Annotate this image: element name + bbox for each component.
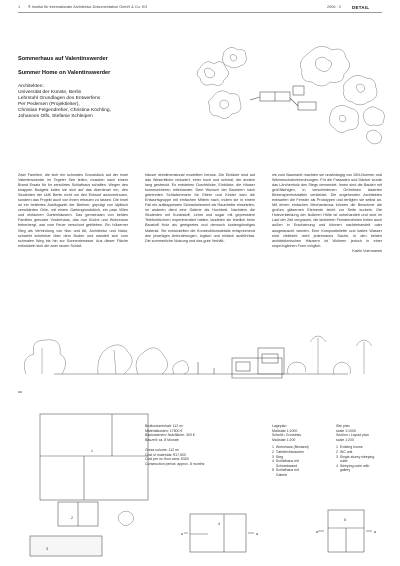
plan-label: 5 xyxy=(344,518,346,522)
fact-line: Construction period: approx. 8 months xyxy=(145,461,205,466)
fact-line: Cost of materials: €17,500 xyxy=(145,452,186,457)
legend-item: 2 WC unit xyxy=(336,449,353,454)
legend-item: 4 Sleeping cube with xyxy=(336,463,370,468)
article-title-de: Sommerhaus auf Valentinswerder xyxy=(18,56,108,62)
section-marker: a xyxy=(256,532,258,536)
section-marker: a xyxy=(181,532,183,536)
credits-line: Architekten: xyxy=(18,84,44,89)
facts-de xyxy=(145,424,195,442)
legend-item: gallery xyxy=(336,468,351,473)
credits-line: Universität der Künste, Berlin xyxy=(18,90,82,96)
legend-line: Schnitt • Grundriss xyxy=(272,433,302,438)
credits-line: Per Pedersen (Projektleiter), xyxy=(18,102,80,108)
legend-line: Section • Layout plan xyxy=(336,433,369,438)
credits-line: Christian Felgendreher, Christina Köchling, xyxy=(18,108,111,114)
body-column-2 xyxy=(145,173,255,244)
legend-line: Maßstab 1:200 xyxy=(272,437,296,442)
facts-en xyxy=(145,448,204,466)
plan-label: 2 xyxy=(71,516,73,520)
copyright-line: ® Institut für internationale Architektur-Dokumentation GmbH & Co. KG xyxy=(28,5,148,9)
article-author: Katrin Voermanek xyxy=(352,248,382,253)
body-column-1 xyxy=(18,173,128,249)
legend-line: Lageplan xyxy=(272,424,287,428)
legend-item: 4 Schlafhaus mit xyxy=(272,459,299,464)
fact-line: Materialkosten: 17500 € xyxy=(145,428,183,433)
header-rule xyxy=(18,12,382,13)
legend-item: 2 Toilettenhäuschen xyxy=(272,449,305,454)
legend-line: Site plan xyxy=(336,424,350,428)
fact-line: Bruttorauminhalt: 112 m³ xyxy=(145,424,184,428)
legend-item: 1 Wohnhaus (Bestand) xyxy=(272,445,309,450)
legend-item: Galerie xyxy=(272,472,288,477)
section-drawing xyxy=(18,308,388,388)
fact-line: Baukosten/m² Nutzfläche: 300 € xyxy=(145,433,195,438)
plan-label: 3 xyxy=(46,547,48,551)
section-marker: a xyxy=(374,530,376,534)
fact-line: Gross volume: 112 m³ xyxy=(145,448,180,452)
section-marker: a xyxy=(316,530,318,534)
body-paragraph: Zwei Familien, die sich ein schmales Grundstück auf der Insel Valentinswerder im Tegeler See teilen, mussten nach einem Brand Ersatz für ihr zerstörtes Schlafhaus schaffen. Wegen des knappen Budgets luden sie sich auf das Abenteuer ein, den Studenten der UdK Berlin nicht nur den Entwurf anzuvertrauen, sondern das Projekt auch von ihnen erbauen zu lassen. Die Insel ist ein beliebtes Ausflugsziel der Berliner, geprägt von idyllisch verwilderten Grün, mit einem Gartengrundstück, ein paar Villen und einfachen Gartenhäusern. Das gemeinsam von beiden Familien genutzte Vorderhaus, das nun Küche und Wohnraum beherbergt, war vom Feuer verschont geblieben. Ein hölzerner Steg als Verbindung von Neu und Alt, Architektur und Natur, schwebt scheinbar über dem Boden und wandelt sich vom schmalen Weg bis hin zur Sonnenterrasse. Aus dieser Fläche entwickeln sich die zwei neuen Schlaf- xyxy=(18,173,128,248)
site-buildings xyxy=(250,86,316,110)
legend-item: 1 Existing house xyxy=(336,445,363,450)
legend-item: 5 Schlafhaus mit xyxy=(272,468,299,473)
article-title-en: Summer Home on Valentinswerder xyxy=(18,70,111,76)
tree-canopies xyxy=(197,46,384,144)
issue-label: 2006 ∙ 3 xyxy=(327,5,341,9)
jetty-outline xyxy=(30,536,102,556)
legend-line: scale 1:1000 xyxy=(336,428,356,433)
legend-line: scale 1:200 xyxy=(336,437,354,442)
existing-house-outline xyxy=(40,414,148,500)
legend-de xyxy=(272,424,309,478)
credits-line: Johannes Olfs, Stefanie Schleipen xyxy=(18,114,93,120)
site-plan-drawing xyxy=(190,40,390,150)
legend-item: Schrankwand xyxy=(272,463,298,468)
sleeping-cube-plans xyxy=(184,504,374,564)
fact-line: Bauzeit: ca. 8 Monate xyxy=(145,437,179,442)
detail-logo: DETAIL xyxy=(352,4,370,10)
legend-item: 3 Single-storey sleeping xyxy=(336,454,375,459)
body-column-3 xyxy=(272,173,382,254)
floor-plan-drawing xyxy=(30,410,155,562)
cube-4-outline xyxy=(190,514,246,552)
legend-item: cube xyxy=(336,459,348,464)
plan-label: 1 xyxy=(91,449,93,453)
legend-item: 3 Steg xyxy=(272,454,284,459)
legend-line: Maßstab 1:1000 xyxy=(272,428,298,433)
section-label: aa xyxy=(18,390,22,394)
credits-line: Lehrstuhl Grundlagen des Entwerfens xyxy=(18,96,101,102)
legend-en xyxy=(336,424,374,473)
plan-label: 4 xyxy=(218,522,220,526)
body-paragraph: nis zum Baumarkt machten sie unabhängig von DIN-Normen und Wärmeschutzverordnungen. Für die Fassaden und Dächer wurde das Lärchenholz des Stegs verwendet. Innen sind die Bauten mit großflächigen, in verschiedenen Grüntönen lasierten Birkensperrholztafeln verkleidet. Die angehenden Architekten entwarfen die Fenster als Prototypen und fertigten sie selbst an. Mit einem einfachen Mechanismus können die Bewohner die großen gläsernen Elemente leicht zur Seite kurbeln. Die Holzverkleidung der äußeren Hölle ist unbehandelt und wird im Lauf der Zeit vergrauen, die lackierten Fensterrahmen treten auch außen in Erscheinung und können nachbehandelt oder ausgetauscht werden. Eine Komposttoilette und kaltes Wasser sind vielleicht nicht jedermanns Sache, in den beiden architektonischen Häusern ist Wohnen jedoch in einer ursprünglichen Form möglich. xyxy=(272,173,382,248)
body-paragraph: häuser dreidimensional modelliert heraus. Die Einläufe sind auf das Wesentliche reduziert, einer hoch und schmal, der andere lang gestreckt. Es entstehen Durchblicke, Einblicke, die Häuser kommunizieren miteinander. Dem Wunsch der Bauherrn nach getrennten Schlafzimmern für Eltern und Kinder kam die Entwurfsgruppe mit einfachen Mitteln nach, indem sie in einem Fall ein aufklappbares Schrankelement als Raumteiler einsetzten, im anderen dient eine Galerie als Hochbett. Nachdem die Studenten mit Kunststoff, Lehm und sogar mit gepresstem Telefonbüchern experimentiert hatten, landeten sie letztlich beim Baustoff Holz als geeignetes und dennoch kostengünstiges Material. Sie entwickelten die Konstruktionsdetails entsprechend den jeweiligen Anforderungen, logisch und einfach ausführbar. Die sommerliche Nutzung und das gute Verhält- xyxy=(145,173,255,243)
architect-credits xyxy=(18,84,138,121)
page-number: 1 xyxy=(18,5,21,9)
fact-line: Cost per m² floor area: €300 xyxy=(145,457,189,462)
